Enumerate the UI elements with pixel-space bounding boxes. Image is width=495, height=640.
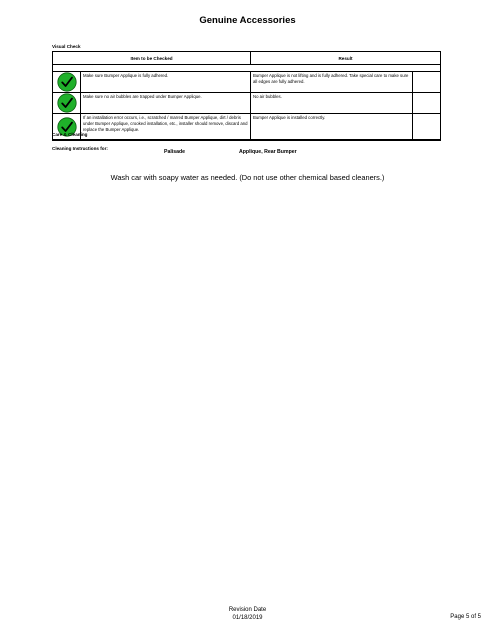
row-icon-cell [53, 93, 81, 113]
page-title: Genuine Accessories [199, 15, 296, 26]
row-extra-cell [413, 72, 440, 92]
wash-instructions: Wash car with soapy water as needed. (Do not use other chemical based cleaners.) [110, 173, 385, 182]
vehicle-model: Palisade [164, 149, 186, 155]
visual-check-table [52, 51, 441, 141]
header-result: Result [338, 55, 353, 61]
divider [52, 139, 441, 140]
row-result-text: No air bubbles. [251, 93, 413, 113]
row-result-text: Bumper Applique is installed correctly. [251, 114, 413, 140]
table-row [53, 114, 440, 140]
row-extra-cell [413, 114, 440, 140]
revision-date: 01/18/2019 [232, 615, 263, 621]
row-item-text: Make sure no air bubbles are trapped under Bumper Applique. [81, 93, 251, 113]
revision-label: Revision Date [228, 607, 267, 613]
row-extra-cell [413, 93, 440, 113]
table-header [53, 52, 440, 65]
header-item-to-be-checked: Item to be Checked [53, 52, 251, 64]
table-row [53, 93, 440, 114]
visual-check-label: Visual Check [52, 44, 81, 49]
row-icon-cell [53, 72, 81, 92]
table-row [53, 72, 440, 93]
row-result-text: Bumper Applique is not lifting and is fully adhered. Take special care to make sure all edges are fully adhered. [251, 72, 413, 92]
part-name: Applique, Rear Bumper [239, 149, 297, 155]
page-number: Page 5 of 5 [450, 614, 481, 620]
revision-block [0, 606, 495, 622]
row-item-text: If an installation error occurs, i.e., scratched / marred Bumper Applique, dirt / debris under Bumper Applique, crooked installation, etc., installer should remove, discard and replace the Bumper Applique. [81, 114, 251, 140]
checkmark-circle-icon [57, 72, 77, 92]
cleaning-instructions-label: Cleaning Instructions for: [52, 146, 108, 151]
checkmark-circle-icon [57, 93, 77, 113]
care-cleaning-label: Care & Cleaning [52, 132, 88, 137]
table-spacer [53, 65, 440, 72]
row-item-text: Make sure Bumper Applique is fully adhered. [81, 72, 251, 92]
